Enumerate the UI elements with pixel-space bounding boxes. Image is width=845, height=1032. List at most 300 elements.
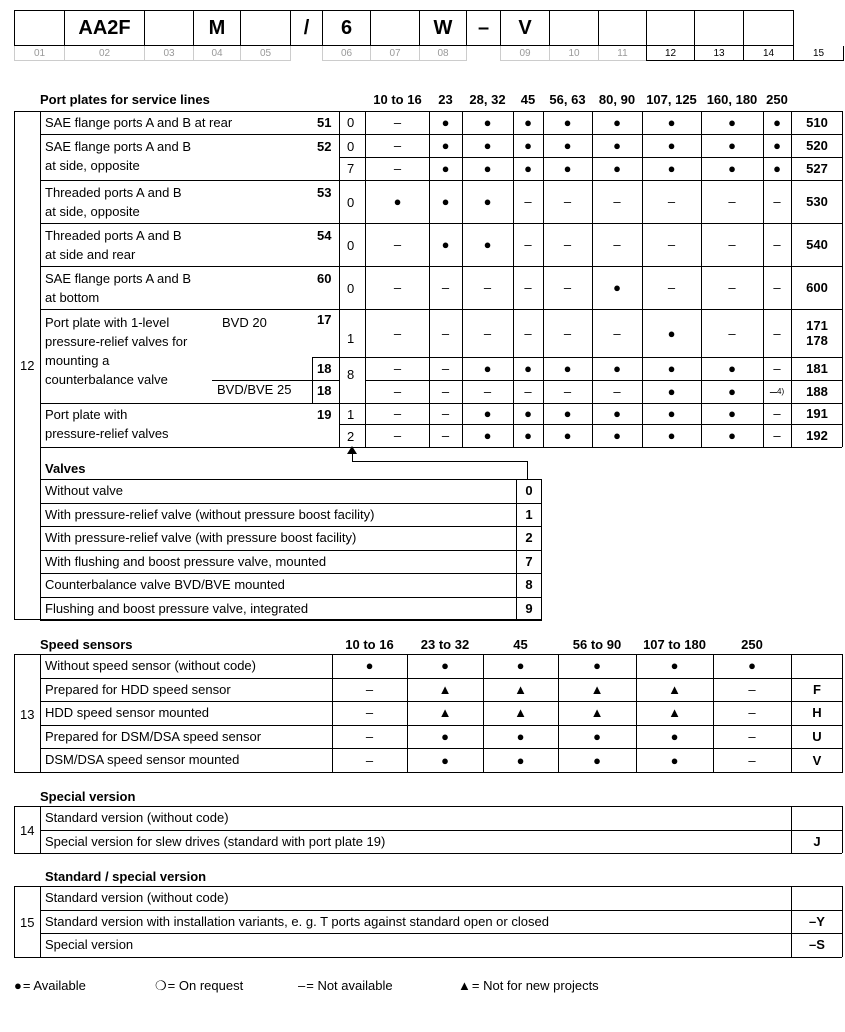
availability-mark [642,424,701,447]
valve-code: 9 [525,600,533,616]
valve-label: With pressure-relief valve (without pressure boost facility) [45,506,375,522]
port-plate-code: 53 [317,185,332,200]
order-code [791,111,843,134]
availability-symbol: ● [483,406,492,421]
availability-symbol: – [483,325,492,341]
availability-mark [701,357,763,380]
availability-symbol: ● [441,237,450,252]
availability-mark: – 4) [769,384,785,399]
speed-sensor-code: H [812,705,822,721]
availability-mark [642,403,701,424]
availability-mark [462,403,513,424]
port-plates-column-header: 28, 32 [469,92,506,107]
position-number-01: 01 [14,46,65,61]
port-plates-title: Port plates for service lines [40,92,210,107]
port-plate-label: SAE flange ports A and B at rear [45,115,233,130]
availability-mark [642,157,701,180]
availability-mark [513,157,543,180]
rule-line [40,550,542,551]
rule-line [14,619,542,620]
port-plate-label: pressure-relief valves for [45,334,188,349]
availability-mark [513,424,543,447]
availability-mark [483,701,558,725]
availability-symbol: ● [667,115,676,130]
availability-symbol: ● [613,138,621,153]
availability-symbol: ▲ [514,681,527,697]
order-code-value: 191 [806,406,828,421]
availability-mark [513,180,543,223]
availability-mark [543,180,592,223]
availability-symbol: – [393,406,402,421]
position-number-07: 07 [370,46,420,61]
availability-symbol: – [365,752,374,768]
standard-special-code [791,886,843,909]
port-plate-label: Threaded ports A and B [45,228,182,243]
valve-label: Counterbalance valve BVD/BVE mounted [45,577,285,592]
availability-mark [407,678,483,702]
standard-special-code: –Y [809,913,825,929]
arrow-head-icon [347,446,357,454]
order-code-value: 192 [806,428,828,443]
availability-symbol: – [393,161,402,176]
speed-sensors-title: Speed sensors [40,637,133,652]
availability-symbol: – [728,194,736,209]
availability-symbol: – [728,237,736,252]
type-code-box-8 [370,10,420,46]
availability-mark [462,424,513,447]
type-code-box-11: V [500,10,550,46]
availability-mark [763,157,791,180]
availability-symbol: ▲ [590,681,604,697]
port-plate-subcode: 7 [347,161,355,176]
availability-mark [592,424,642,447]
type-code-box-10: – [466,10,501,46]
order-code [791,309,843,357]
legend-on-request-text: = On request [167,978,244,993]
order-code [791,357,843,380]
availability-mark [701,180,763,223]
port-plate-label: pressure-relief valves [45,426,169,441]
availability-symbol: ● [524,428,532,443]
availability-symbol: – [773,237,781,252]
availability-mark [701,309,763,357]
valve-label: Without valve [45,483,124,498]
availability-mark [713,725,791,749]
availability-mark [543,309,592,357]
availability-symbol: – [667,194,676,209]
availability-symbol: ● [483,161,492,176]
availability-mark [642,180,701,223]
availability-symbol: ● [365,658,374,674]
availability-symbol: – [748,752,756,768]
availability-symbol: ● [516,658,525,674]
port-plate-label: Port plate with 1-level [45,315,170,330]
availability-mark [429,134,462,157]
bvd20-label: BVD 20 [222,315,267,330]
speed-sensor-label: DSM/DSA speed sensor mounted [45,752,240,768]
legend-not-new-symbol: ▲ [458,978,471,993]
availability-mark [513,134,543,157]
order-code-value: 600 [806,280,828,295]
order-code-value: 171 [806,318,828,333]
availability-symbol: ● [441,194,450,209]
availability-symbol: – [563,237,572,252]
speed-sensor-code: V [812,752,822,768]
type-code-box-7: 6 [322,10,371,46]
legend-not-available-symbol: – [298,978,306,993]
rule-line [14,853,842,854]
rule-line [40,111,41,620]
position-number-02: 02 [64,46,145,61]
availability-symbol: – [441,428,450,443]
position-number-04: 04 [193,46,241,61]
availability-mark [366,309,429,357]
availability-mark [429,223,462,266]
availability-symbol: ▲ [514,705,527,721]
availability-mark [636,654,713,678]
port-plate-subcode: 0 [347,195,355,210]
availability-mark [543,111,592,134]
availability-mark [763,134,791,157]
port-plates-column-header: 23 [438,92,453,107]
availability-mark [429,266,462,309]
availability-mark [592,180,642,223]
availability-symbol: ● [524,115,532,130]
availability-symbol: ● [593,729,601,745]
valve-code: 7 [525,553,533,569]
availability-symbol: – [441,384,450,399]
order-code-value: 530 [806,194,828,209]
availability-symbol: ● [524,406,532,421]
port-plate-subcode: 0 [347,281,355,296]
availability-mark [592,403,642,424]
arrow-line [352,461,527,462]
availability-symbol: ● [441,138,450,153]
availability-mark [636,725,713,749]
availability-mark [366,357,429,380]
port-plate-code: 51 [317,115,332,130]
availability-mark [713,678,791,702]
availability-symbol: – [728,280,736,295]
rule-line [14,886,15,957]
valve-code: 1 [525,506,533,522]
availability-symbol: – [483,280,492,295]
rule-line [14,957,842,958]
availability-symbol: ▲ [668,705,681,721]
position-number-10: 10 [549,46,599,61]
availability-symbol: ● [670,752,679,768]
rule-line [339,111,340,447]
availability-mark [592,309,642,357]
port-plate-code: 18 [317,383,332,398]
availability-mark [366,134,429,157]
rule-line [40,526,542,527]
section-number-12: 12 [20,358,35,373]
availability-mark [513,223,543,266]
availability-symbol: – [773,361,781,376]
arrow-line [527,461,528,479]
valve-code: 0 [525,483,533,498]
availability-mark [543,357,592,380]
availability-symbol: ● [670,729,679,745]
availability-symbol: ● [563,161,572,176]
availability-mark [642,380,701,403]
availability-mark [636,678,713,702]
availability-symbol: ● [667,325,676,341]
availability-symbol: – [393,138,402,153]
availability-symbol: – [613,237,621,252]
legend-on-request-symbol: ❍ [155,978,167,993]
availability-mark [332,654,407,678]
availability-symbol: ● [483,237,492,252]
availability-symbol: ● [613,428,621,443]
legend-available [14,977,86,994]
availability-symbol: ● [483,138,492,153]
standard-special-title: Standard / special version [45,869,207,884]
speed-sensor-code [791,654,843,678]
rule-line [312,357,313,403]
port-plate-label: counterbalance valve [45,372,168,387]
availability-symbol: ● [563,138,572,153]
availability-mark [543,266,592,309]
type-code-box-9: W [419,10,467,46]
order-code-value: 540 [806,237,828,252]
position-number-05: 05 [240,46,291,61]
special-version-title: Special version [40,789,136,804]
availability-symbol: ● [441,752,449,768]
availability-symbol: ● [441,115,450,130]
availability-mark [592,380,642,403]
availability-symbol: – [563,325,572,341]
rule-line [40,654,41,773]
rule-line [40,830,842,831]
availability-mark [332,701,407,725]
availability-mark [462,223,513,266]
availability-symbol: ● [667,361,676,376]
availability-mark [429,180,462,223]
availability-mark [462,266,513,309]
port-plate-subcode: 1 [347,407,355,422]
availability-mark [332,748,407,772]
availability-mark [642,266,701,309]
availability-symbol: ● [524,161,532,176]
speed-sensor-label: Prepared for DSM/DSA speed sensor [45,728,262,744]
availability-symbol: ● [483,428,492,443]
availability-mark [462,380,513,403]
availability-mark [592,223,642,266]
rule-line [14,772,842,773]
availability-symbol: ● [441,658,449,674]
order-code [791,223,843,266]
availability-symbol: ▲ [438,681,452,697]
type-code-box-3 [144,10,194,46]
availability-mark [366,157,429,180]
availability-symbol: – [483,384,492,399]
availability-mark [558,748,636,772]
rule-line [14,654,15,773]
rule-line [14,886,842,887]
availability-mark [558,678,636,702]
rule-line [40,503,542,504]
availability-symbol: ● [667,161,676,176]
availability-mark [366,223,429,266]
availability-mark [513,111,543,134]
availability-symbol: – [393,280,402,295]
port-plate-label: at side, opposite [45,158,140,173]
availability-symbol: – [393,237,402,252]
valve-code: 8 [525,577,533,592]
port-plates-column-header: 45 [520,92,536,107]
availability-symbol: – [613,384,621,399]
section-number-15: 15 [20,915,35,930]
availability-mark [513,266,543,309]
availability-symbol: – [769,384,778,399]
availability-symbol: – [563,384,572,399]
availability-symbol: – [393,384,402,399]
special-version-code: J [813,833,821,849]
availability-mark [543,134,592,157]
availability-mark [366,424,429,447]
availability-mark [558,654,636,678]
port-plate-label: mounting a [45,353,110,368]
availability-symbol: ● [728,361,736,376]
availability-mark [642,223,701,266]
availability-symbol: ● [593,752,601,768]
rule-line [40,573,542,574]
availability-symbol: ● [773,115,781,130]
availability-mark [592,111,642,134]
port-plate-subcode: 0 [347,115,355,130]
availability-mark [462,157,513,180]
order-code [791,180,843,223]
availability-mark [713,701,791,725]
standard-special-label: Standard version with installation variants, e. g. T ports against standard open or closed [45,913,549,929]
availability-mark [429,357,462,380]
availability-mark [407,725,483,749]
legend-not-new-text: = Not for new projects [471,978,599,993]
availability-mark [429,403,462,424]
availability-symbol: ● [667,384,676,399]
special-version-code [791,806,843,829]
port-plates-column-header: 250 [766,92,788,107]
availability-mark [483,748,558,772]
availability-symbol: – [563,280,572,295]
availability-mark [462,111,513,134]
availability-mark [763,180,791,223]
order-code [791,424,843,447]
availability-mark [513,357,543,380]
availability-mark [332,725,407,749]
standard-special-label: Standard version (without code) [45,890,229,905]
availability-symbol: – [748,705,756,721]
availability-symbol: ● [728,161,736,176]
availability-mark [701,403,763,424]
availability-mark [592,157,642,180]
availability-mark [763,266,791,309]
availability-mark [763,111,791,134]
availability-mark [332,678,407,702]
section-number-14: 14 [20,823,35,838]
availability-mark [407,701,483,725]
availability-mark [483,725,558,749]
type-code-box-2: AA2F [64,10,145,46]
availability-symbol: ● [563,361,572,376]
availability-mark [429,157,462,180]
type-code-box-4: M [193,10,241,46]
order-code-value: 181 [806,361,828,376]
position-number-15: 15 [793,46,844,61]
availability-mark [713,654,791,678]
port-plate-label: SAE flange ports A and B [45,139,191,154]
availability-symbol: – [393,115,402,130]
availability-mark [366,380,429,403]
availability-symbol: ● [613,361,621,376]
availability-symbol: ● [670,658,679,674]
availability-symbol: – [441,325,450,341]
availability-symbol: – [524,325,532,341]
availability-mark [642,111,701,134]
order-code-value: 520 [806,138,828,153]
availability-mark [513,309,543,357]
rule-line [40,620,542,621]
availability-mark [763,309,791,357]
availability-mark [366,266,429,309]
order-code-value: 188 [806,384,828,399]
availability-mark [366,403,429,424]
availability-mark [462,180,513,223]
availability-mark [483,678,558,702]
port-plates-column-header: 56, 63 [549,92,586,107]
availability-mark [543,223,592,266]
valve-label: Flushing and boost pressure valve, integrated [45,600,309,616]
type-code-box-5 [240,10,291,46]
type-code-box-6: / [290,10,323,46]
availability-symbol: – [613,325,621,341]
availability-symbol: – [773,280,781,295]
availability-mark [642,309,701,357]
availability-symbol: – [365,705,374,721]
availability-symbol: ● [667,138,676,153]
availability-symbol: ● [483,115,492,130]
port-plate-subcode: 1 [347,331,355,346]
port-plates-column-header: 160, 180 [706,92,758,107]
position-number-12: 12 [646,46,695,61]
availability-symbol: ● [393,194,402,209]
port-plate-subcode: 0 [347,139,355,154]
position-number-14: 14 [743,46,794,61]
availability-symbol: ▲ [438,705,452,721]
availability-mark [429,380,462,403]
availability-symbol: ● [563,115,572,130]
special-version-label: Special version for slew drives (standard with port plate 19) [45,833,386,849]
speed-column-header: 45 [513,637,528,652]
availability-symbol: ● [773,138,781,153]
availability-mark [592,134,642,157]
availability-mark [407,748,483,772]
rule-line [14,806,15,853]
availability-symbol: – [773,325,781,341]
availability-symbol: – [365,729,374,745]
availability-symbol: – [748,681,756,697]
order-code-value: 510 [806,115,828,130]
availability-symbol: ● [728,384,736,399]
availability-symbol: ● [516,752,525,768]
legend-not-new [458,977,599,994]
availability-symbol: ▲ [590,705,604,721]
availability-mark [701,424,763,447]
rule-line [40,910,842,911]
availability-symbol: ● [441,161,450,176]
